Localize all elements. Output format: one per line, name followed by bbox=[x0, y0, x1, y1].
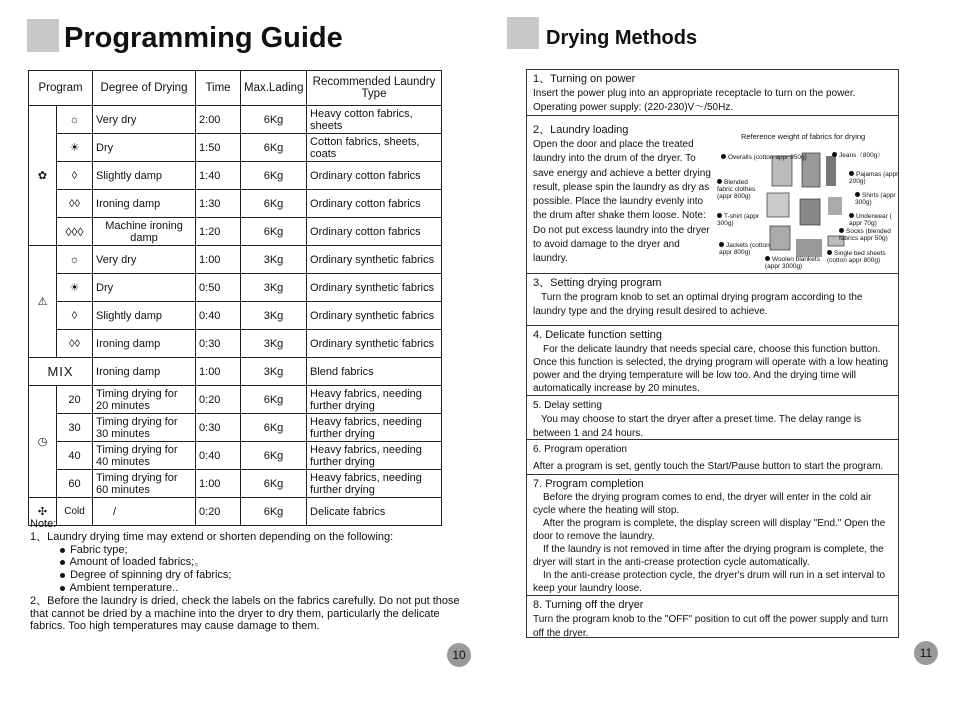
clock-icon: ◷ bbox=[29, 386, 57, 498]
section-turning-on-power bbox=[526, 69, 899, 115]
time-cell: 0:50 bbox=[196, 274, 241, 302]
note-bullet: Amount of loaded fabrics;。 bbox=[30, 556, 460, 569]
section-title: Drying Methods bbox=[546, 27, 698, 49]
section-heading: 4. Delicate function setting bbox=[533, 329, 663, 341]
programming-table bbox=[28, 70, 442, 526]
type-cell: Ordinary synthetic fabrics bbox=[307, 302, 442, 330]
degree-cell: Very dry bbox=[93, 106, 196, 134]
ref-overalls: Overalls (cotton appr 950g) bbox=[721, 154, 807, 161]
kg-cell: 6Kg bbox=[241, 106, 307, 134]
left-header-block bbox=[27, 19, 59, 52]
time-cell: 0:40 bbox=[196, 302, 241, 330]
section-heading: 7. Program completion bbox=[533, 478, 644, 490]
section-turning-off bbox=[526, 595, 899, 638]
type-cell: Heavy fabrics, needing further drying bbox=[307, 414, 442, 442]
cotton-program-icon: ✿ bbox=[29, 106, 57, 246]
section-delicate-function bbox=[526, 325, 899, 395]
section-paragraph: After the program is complete, the display screen will display "End." Open the door to remove the laundry. bbox=[533, 518, 886, 542]
type-cell: Delicate fabrics bbox=[307, 498, 442, 526]
section-body: Open the door and place the treated laundry into the drum of the dryer. To save energy and achieve a better drying result, please spin the laundry as dry as possible. Place the laundry evenly into the drum after shake them loose. Note: Do not put excess laundry into the dryer to avoid damage to the dryer and laundry. bbox=[533, 139, 711, 265]
type-cell: Ordinary synthetic fabrics bbox=[307, 330, 442, 358]
note-1: 1、Laundry drying time may extend or shorten depending on the following: bbox=[30, 530, 394, 543]
degree-cell: Timing drying for 30 minutes bbox=[93, 414, 196, 442]
timer-program-label: 40 bbox=[57, 442, 93, 470]
type-cell: Heavy cotton fabrics, sheets bbox=[307, 106, 442, 134]
time-cell: 1:30 bbox=[196, 190, 241, 218]
bullet-icon bbox=[60, 548, 65, 553]
note-bullet: Fabric type; bbox=[30, 544, 460, 557]
section-paragraph: Before the drying program comes to end, the dryer will enter in the cold air cycle where the heating will stop. bbox=[533, 492, 872, 516]
table-row bbox=[29, 162, 442, 190]
table-row bbox=[29, 302, 442, 330]
note-2: 2、Before the laundry is dried, check the labels on the fabrics carefully. Do not put those that cannot be dried by a machine into the dryer to dry them, particularly the delicate fabrics. Too high temperatures may cause damage to them. bbox=[30, 594, 460, 633]
time-cell: 2:00 bbox=[196, 106, 241, 134]
kg-cell: 3Kg bbox=[241, 246, 307, 274]
kg-cell: 6Kg bbox=[241, 190, 307, 218]
synthetic-program-icon: ⚠ bbox=[29, 246, 57, 358]
fan-icon: ✣ bbox=[29, 498, 57, 526]
section-paragraph: If the laundry is not removed in time after the drying program is complete, the dryer will start in the anti-crease protection cycle automatically. bbox=[533, 544, 884, 568]
three-drops-icon: ◊◊◊ bbox=[57, 218, 93, 246]
section-heading: 3、Setting drying program bbox=[533, 277, 662, 289]
drop-icon: ◊ bbox=[57, 162, 93, 190]
kg-cell: 3Kg bbox=[241, 274, 307, 302]
note-bullet: Ambient temperature.. bbox=[30, 582, 460, 595]
degree-cell: Dry bbox=[93, 134, 196, 162]
time-cell: 0:20 bbox=[196, 498, 241, 526]
table-row bbox=[29, 330, 442, 358]
time-cell: 1:00 bbox=[196, 246, 241, 274]
section-heading: 8. Turning off the dryer bbox=[533, 599, 644, 611]
ref-blankets: Woolen blankets (appr 3000g) bbox=[765, 256, 820, 270]
header-degree: Degree of Drying bbox=[93, 71, 196, 106]
kg-cell: 3Kg bbox=[241, 330, 307, 358]
half-sun-icon: ☀ bbox=[57, 134, 93, 162]
table-row bbox=[29, 246, 442, 274]
kg-cell: 6Kg bbox=[241, 134, 307, 162]
kg-cell: 6Kg bbox=[241, 442, 307, 470]
type-cell: Ordinary synthetic fabrics bbox=[307, 274, 442, 302]
degree-cell: Timing drying for 40 minutes bbox=[93, 442, 196, 470]
degree-cell: Ironing damp bbox=[93, 358, 196, 386]
kg-cell: 6Kg bbox=[241, 470, 307, 498]
section-body: You may choose to start the dryer after a preset time. The delay range is between 1 and 24 hours. bbox=[533, 414, 862, 439]
note-label: Note: bbox=[30, 518, 57, 530]
kg-cell: 6Kg bbox=[241, 162, 307, 190]
type-cell: Heavy fabrics, needing further drying bbox=[307, 470, 442, 498]
time-cell: 0:20 bbox=[196, 386, 241, 414]
sun-icon: ☼ bbox=[57, 246, 93, 274]
table-row bbox=[29, 274, 442, 302]
header-time: Time bbox=[196, 71, 241, 106]
type-cell: Ordinary cotton fabrics bbox=[307, 190, 442, 218]
two-drops-icon: ◊◊ bbox=[57, 190, 93, 218]
type-cell: Ordinary cotton fabrics bbox=[307, 162, 442, 190]
time-cell: 1:40 bbox=[196, 162, 241, 190]
timer-program-label: 20 bbox=[57, 386, 93, 414]
time-cell: 0:40 bbox=[196, 442, 241, 470]
degree-cell: Ironing damp bbox=[93, 330, 196, 358]
time-cell: 1:00 bbox=[196, 470, 241, 498]
bullet-icon bbox=[60, 573, 65, 578]
sun-icon: ☼ bbox=[57, 106, 93, 134]
degree-cell: Ironing damp bbox=[93, 190, 196, 218]
kg-cell: 6Kg bbox=[241, 414, 307, 442]
degree-cell: Timing drying for 20 minutes bbox=[93, 386, 196, 414]
kg-cell: 3Kg bbox=[241, 358, 307, 386]
time-cell: 1:20 bbox=[196, 218, 241, 246]
kg-cell: 3Kg bbox=[241, 302, 307, 330]
timer-program-label: 30 bbox=[57, 414, 93, 442]
section-body: Turn the program knob to the "OFF" position to cut off the power supply and turn off the dryer. bbox=[533, 614, 889, 639]
table-row bbox=[29, 442, 442, 470]
section-heading: 6. Program operation bbox=[533, 444, 627, 455]
section-heading: 1、Turning on power bbox=[533, 73, 636, 85]
kg-cell: 6Kg bbox=[241, 218, 307, 246]
section-body: For the delicate laundry that needs special care, choose this function button. Once this function is selected, the drying program will operate with a low heating power and the drying temperature will be low too. And the drying time will automatically increase by 20 minutes. bbox=[533, 344, 889, 394]
type-cell: Ordinary synthetic fabrics bbox=[307, 246, 442, 274]
page-title: Programming Guide bbox=[64, 22, 343, 54]
type-cell: Blend fabrics bbox=[307, 358, 442, 386]
page-number-right: 11 bbox=[914, 641, 938, 665]
section-heading: 5. Delay setting bbox=[533, 400, 602, 411]
ref-underwear: Underwear ( appr 70g) bbox=[849, 213, 892, 227]
right-header-block bbox=[507, 17, 539, 49]
section-body: Turn the program knob to set an optimal drying program according to the laundry type and the drying result desired to achieve. bbox=[533, 292, 863, 317]
type-cell: Ordinary cotton fabrics bbox=[307, 218, 442, 246]
header-program: Program bbox=[29, 71, 93, 106]
degree-cell: Slightly damp bbox=[93, 162, 196, 190]
note-bullet: Degree of spinning dry of fabrics; bbox=[30, 569, 460, 582]
degree-cell: Dry bbox=[93, 274, 196, 302]
ref-sheets: Single bed sheets (cotton appr 800g) bbox=[827, 250, 886, 264]
type-cell: Heavy fabrics, needing further drying bbox=[307, 386, 442, 414]
section-heading: 2、Laundry loading bbox=[533, 124, 629, 136]
header-max: Max.Lading bbox=[241, 71, 307, 106]
table-row bbox=[29, 358, 442, 386]
ref-jeans: Jeans（800g） bbox=[832, 152, 884, 159]
section-program-operation bbox=[526, 439, 899, 474]
kg-cell: 6Kg bbox=[241, 386, 307, 414]
time-cell: 1:50 bbox=[196, 134, 241, 162]
time-cell: 0:30 bbox=[196, 330, 241, 358]
table-row bbox=[29, 106, 442, 134]
two-drops-icon: ◊◊ bbox=[57, 330, 93, 358]
table-header-row bbox=[29, 71, 442, 106]
header-type: Recommended Laundry Type bbox=[307, 71, 442, 106]
table-row bbox=[29, 190, 442, 218]
notes-block bbox=[30, 518, 460, 633]
bullet-icon bbox=[60, 586, 65, 591]
type-cell: Heavy fabrics, needing further drying bbox=[307, 442, 442, 470]
section-body: Insert the power plug into an appropriate receptacle to turn on the power. Operating power supply: (220-230)V～/50Hz. bbox=[533, 88, 856, 113]
degree-cell: Slightly damp bbox=[93, 302, 196, 330]
ref-socks: Socks (blended fabrics appr 50g) bbox=[839, 228, 891, 242]
degree-cell: Machine ironing damp bbox=[93, 218, 196, 246]
reference-title: Reference weight of fabrics for drying bbox=[741, 132, 866, 141]
degree-cell: Very dry bbox=[93, 246, 196, 274]
drop-icon: ◊ bbox=[57, 302, 93, 330]
timer-program-label: 60 bbox=[57, 470, 93, 498]
half-sun-icon: ☀ bbox=[57, 274, 93, 302]
cold-program-label: Cold bbox=[57, 498, 93, 526]
bullet-icon bbox=[60, 560, 65, 565]
section-program-completion bbox=[526, 474, 899, 595]
degree-cell: Timing drying for 60 minutes bbox=[93, 470, 196, 498]
section-body: After a program is set, gently touch the Start/Pause button to start the program. bbox=[533, 461, 884, 472]
table-row bbox=[29, 414, 442, 442]
ref-pajamas: Pajamas (appr 200g) bbox=[849, 171, 899, 185]
ref-tshirt: T-shirt (appr 300g) bbox=[717, 213, 760, 227]
type-cell: Cotton fabrics, sheets, coats bbox=[307, 134, 442, 162]
mix-program-label: MIX bbox=[29, 358, 93, 386]
section-laundry-loading bbox=[526, 115, 899, 273]
section-setting-program bbox=[526, 273, 899, 325]
section-delay-setting bbox=[526, 395, 899, 439]
table-row bbox=[29, 470, 442, 498]
kg-cell: 6Kg bbox=[241, 498, 307, 526]
page-number-left: 10 bbox=[447, 643, 471, 667]
degree-cell: / bbox=[93, 498, 196, 526]
table-row bbox=[29, 218, 442, 246]
table-row bbox=[29, 386, 442, 414]
time-cell: 1:00 bbox=[196, 358, 241, 386]
section-paragraph: In the anti-crease protection cycle, the dryer's drum will run in a set interval to keep your laundry loose. bbox=[533, 570, 886, 594]
ref-blended: Blended fabric clothes (appr 800g) bbox=[717, 179, 756, 200]
time-cell: 0:30 bbox=[196, 414, 241, 442]
table-row bbox=[29, 134, 442, 162]
ref-shirts: Shirts (appr 300g) bbox=[855, 192, 896, 206]
ref-jackets: Jackets (cotton appr 800g) bbox=[719, 242, 770, 256]
